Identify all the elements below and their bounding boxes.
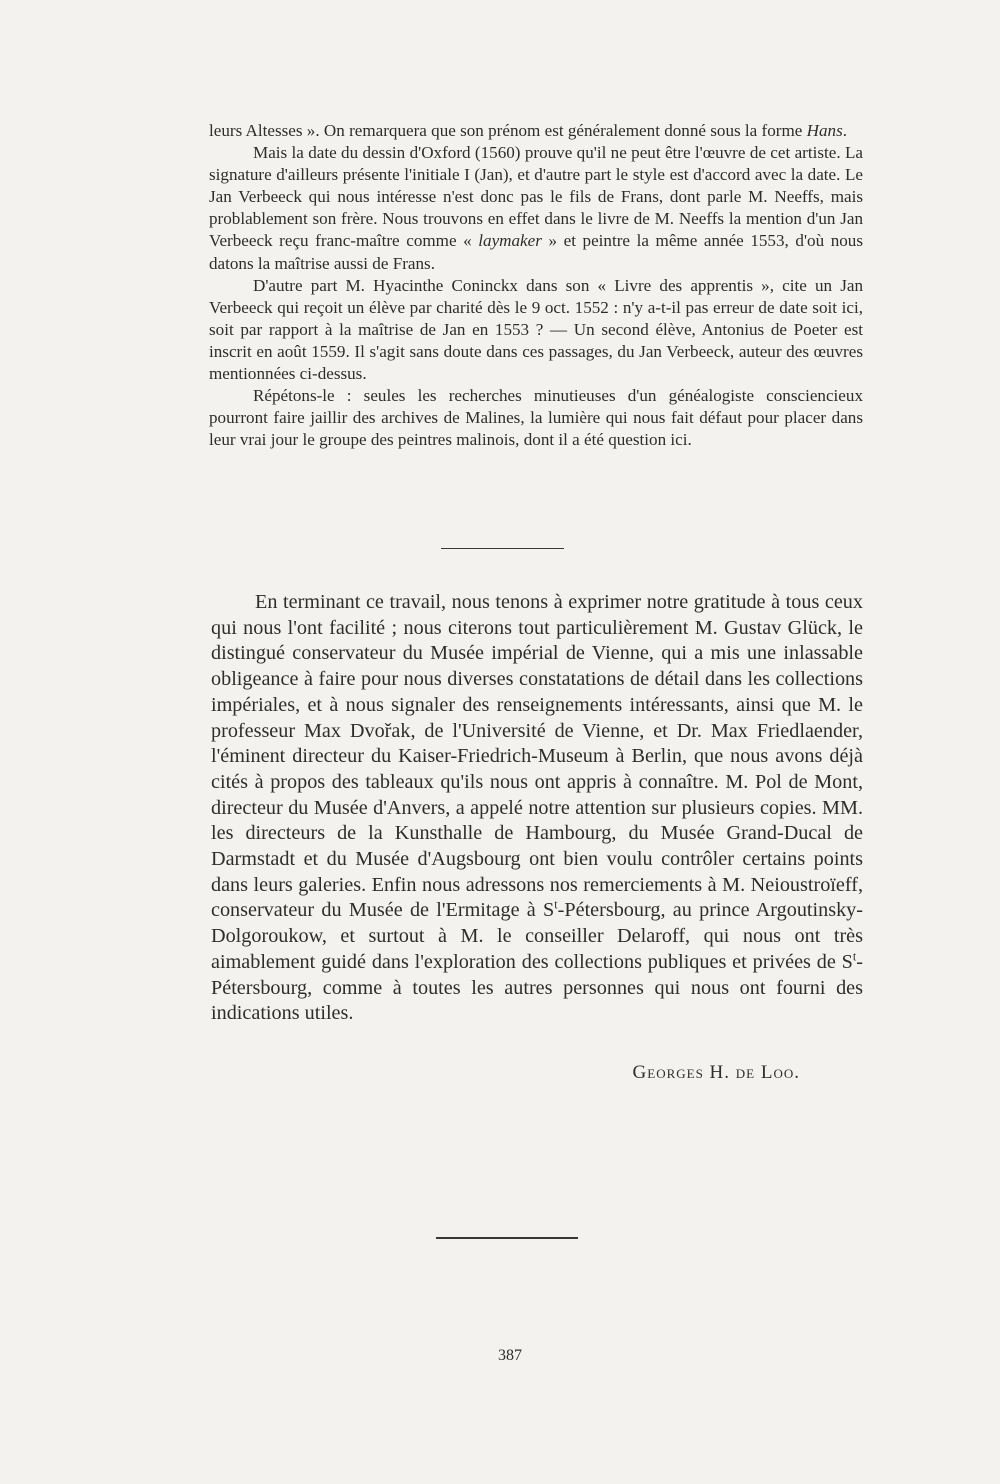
paragraph-text: -Pétersbourg, comme à toutes les autres personnes qui nous ont fourni des indications utiles. (211, 950, 863, 1025)
paragraph-text: . (842, 121, 848, 140)
paragraph-text: » et peintre la même année 1553, d'où nous datons la maîtrise aussi de Frans. (209, 231, 863, 273)
superscript: t (554, 897, 558, 912)
author-signature: Georges H. de Loo. (632, 1062, 800, 1083)
text-section-acknowledgements (211, 590, 863, 1027)
paragraph: Répétons-le : seules les recherches minutieuses d'un généalogiste consciencieux pourront faire jaillir des archives de Malines, la lumière qui nous fait défaut pour placer dans leur vrai jour le groupe des peintres malinois, dont il a été question ici. (209, 386, 863, 450)
paragraph (209, 142, 863, 275)
section-divider (441, 548, 564, 549)
paragraph-text: leurs Altesses ». On remarquera que son prénom est généralement donné sous la forme (209, 121, 807, 140)
text-section-small (209, 120, 863, 451)
page-number: 387 (498, 1347, 522, 1364)
paragraph-text: En terminant ce travail, nous tenons à exprimer notre gratitude à tous ceux qui nous l'ont facilité ; nous citerons tout particulièrement M. Gustav Glück, le distingué conservateur du Musée impérial de Vienne, qui a mis une inlassable obligeance à faire pour nous diverses constatations de détail dans les collections impériales, et à nous signaler des renseignements intéressants, ainsi que M. le professeur Max Dvořak, de l'Université de Vienne, et Dr. Max Friedlaender, l'éminent directeur du Kaiser-Friedrich-Museum à Berlin, que nous avons déjà cités à propos des tableaux qu'ils nous ont appris à connaître. M. Pol de Mont, directeur du Musée d'Anvers, a appelé notre attention sur plusieurs copies. MM. les directeurs de la Kunsthalle de Hambourg, du Musée Grand-Ducal de Darmstadt et du Musée d'Augsbourg ont bien voulu contrôler certains points dans leurs galeries. Enfin nous adressons nos remerciements à M. Neioustroïeff, conservateur du Musée de l'Ermitage à S (211, 591, 863, 922)
paragraph (209, 120, 863, 142)
emphasis-text: laymaker (478, 231, 542, 251)
paragraph-text: -Pétersbourg, au prince Argoutinsky-Dolgoroukow, et surtout à M. le conseiller Delaroff, qui nous ont très aimablement guidé dans l'exploration des collections publiques et privées de S (211, 899, 864, 973)
paragraph: D'autre part M. Hyacinthe Coninckx dans son « Livre des apprentis », cite un Jan Verbeeck qui reçoit un élève par charité dès le 9 oct. 1552 : n'y a-t-il pas erreur de date soit ici, soit par rapport à la maîtrise de Jan en 1553 ? — Un second élève, Antonius de Poeter est inscrit en août 1559. Il s'agit sans doute dans ces passages, du Jan Verbeeck, auteur des œuvres mentionnées ci-dessus. (209, 275, 863, 384)
emphasis-text: Hans (806, 121, 843, 140)
paragraph-text: Mais la date du dessin d'Oxford (1560) prouve qu'il ne peut être l'œuvre de cet artiste. La signature d'ailleurs présente l'initiale I (Jan), et d'autre part le style est d'accord avec la date. Le Jan Verbeeck qui nous intéresse n'est donc pas le fils de Frans, dont parle M. Neeffs, mais problablement son frère. Nous trouvons en effet dans le livre de M. Neeffs la mention d'un Jan Verbeeck reçu franc-maître comme « (209, 143, 863, 251)
superscript: t (852, 949, 857, 964)
end-divider (436, 1237, 578, 1239)
paragraph (211, 590, 863, 1027)
